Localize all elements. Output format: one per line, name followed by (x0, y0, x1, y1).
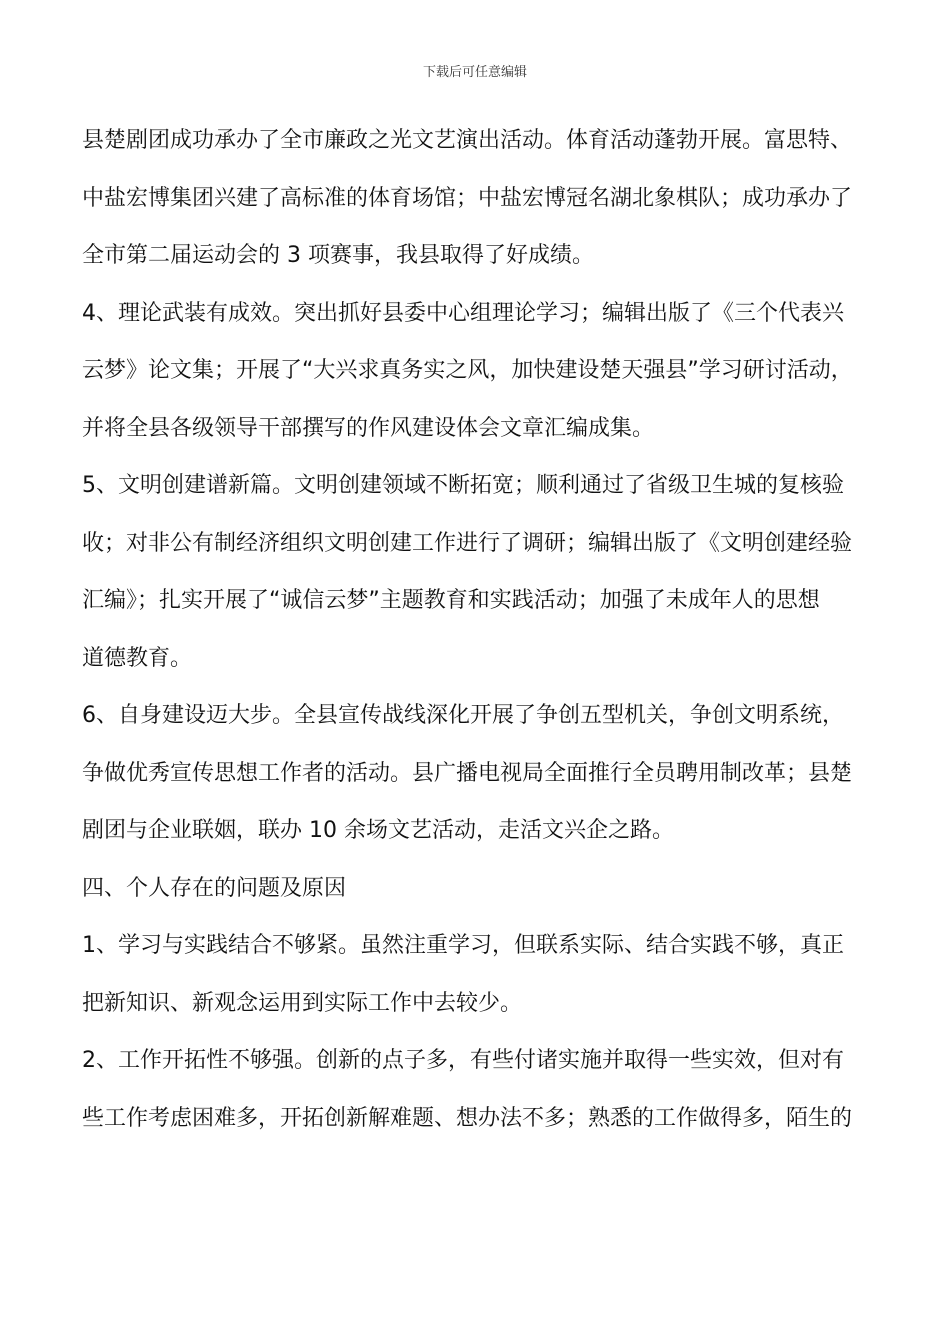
text-line: 6、自身建设迈大步。全县宣传战线深化开展了争创五型机关，争创文明系统， (82, 703, 844, 728)
text-line: 把新知识、新观念运用到实际工作中去较少。 (82, 990, 523, 1016)
text-line: 县楚剧团成功承办了全市廉政之光文艺演出活动。体育活动蓬勃开展。富思特、 (82, 128, 853, 153)
section-heading: 四、个人存在的问题及原因 (82, 875, 347, 901)
download-note: 下载后可任意编辑 (422, 65, 527, 80)
text-line: 云梦》论文集；开展了“大兴求真务实之风，加快建设楚天强县”学习研讨活动， (82, 358, 853, 383)
text-line: 道德教育。 (82, 645, 193, 671)
text-line: 争做优秀宣传思想工作者的活动。县广播电视局全面推行全员聘用制改革；县楚 (82, 760, 853, 786)
text-line: 剧团与企业联姻，联办 10 余场文艺活动，走活文兴企之路。 (82, 818, 674, 843)
text-line: 中盐宏博集团兴建了高标准的体育场馆；中盐宏博冠名湖北象棋队；成功承办了 (82, 185, 853, 211)
text-line: 2、工作开拓性不够强。创新的点子多，有些付诸实施并取得一些实效，但对有 (82, 1048, 844, 1073)
text-line: 些工作考虑困难多，开拓创新解难题、想办法不多；熟悉的工作做得多，陌生的 (82, 1105, 853, 1131)
text-line: 1、学习与实践结合不够紧。虽然注重学习，但联系实际、结合实践不够，真正 (82, 933, 844, 958)
text-line: 5、文明创建谱新篇。文明创建领域不断拓宽；顺利通过了省级卫生城的复核验 (82, 473, 844, 498)
document-body (82, 112, 882, 1147)
text-line: 4、理论武装有成效。突出抓好县委中心组理论学习；编辑出版了《三个代表兴 (82, 300, 844, 326)
text-line: 收；对非公有制经济组织文明创建工作进行了调研；编辑出版了《文明创建经验 (82, 530, 853, 556)
text-line: 全市第二届运动会的 3 项赛事，我县取得了好成绩。 (82, 243, 594, 268)
text-line: 汇编》；扎实开展了“诚信云梦”主题教育和实践活动；加强了未成年人的思想 (82, 588, 820, 613)
text-line: 并将全县各级领导干部撰写的作风建设体会文章汇编成集。 (82, 415, 655, 441)
